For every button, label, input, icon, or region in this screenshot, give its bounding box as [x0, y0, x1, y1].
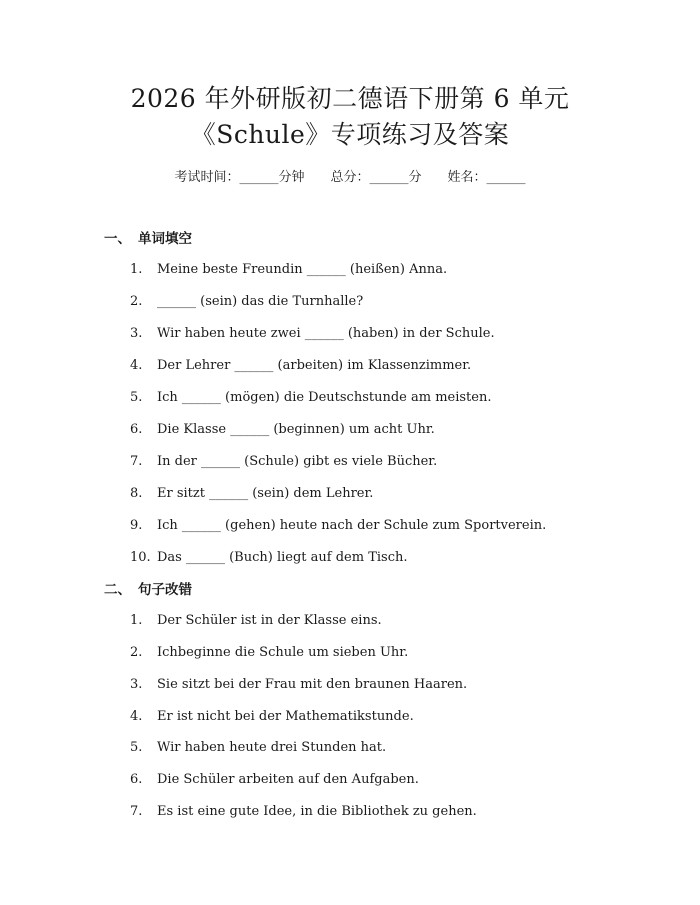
item-text: Ich ______ (mögen) die Deutschstunde am meisten. — [157, 390, 492, 405]
item-number: 7. — [130, 804, 143, 819]
item-number: 9. — [130, 518, 143, 533]
item-text: Der Schüler ist in der Klasse eins. — [157, 613, 382, 628]
item-number: 2. — [130, 294, 143, 309]
section-title: 句子改错 — [138, 582, 192, 598]
exercise-item — [130, 516, 546, 536]
item-number: 6. — [130, 772, 143, 787]
exercise-item — [130, 643, 408, 663]
exercise-item — [130, 770, 419, 790]
section-heading-error-correction — [104, 580, 192, 600]
total-score-field: 总分：______分 — [330, 170, 422, 185]
item-text: Der Lehrer ______ (arbeiten) im Klassenzimmer. — [157, 358, 472, 373]
item-number: 3. — [130, 677, 143, 692]
item-number: 4. — [130, 358, 143, 373]
exam-time-field: 考试时间：______分钟 — [174, 170, 305, 185]
item-number: 3. — [130, 326, 143, 341]
item-text: Wir haben heute drei Stunden hat. — [157, 740, 387, 755]
item-text: Wir haben heute zwei ______ (haben) in der Schule. — [157, 326, 495, 341]
item-number: 8. — [130, 486, 143, 501]
item-text: Er sitzt ______ (sein) dem Lehrer. — [157, 486, 374, 501]
student-name-field: 姓名：______ — [447, 170, 526, 185]
item-text: Ich ______ (gehen) heute nach der Schule zum Sportverein. — [157, 518, 547, 533]
section-number: 二、 — [104, 582, 131, 598]
item-number: 10. — [130, 550, 151, 565]
item-text: Sie sitzt bei der Frau mit den braunen Haaren. — [157, 677, 468, 692]
item-number: 6. — [130, 422, 143, 437]
exercise-item — [130, 707, 414, 727]
item-text: In der ______ (Schule) gibt es viele Bücher. — [157, 454, 438, 469]
item-number: 1. — [130, 262, 143, 277]
exercise-item — [130, 611, 382, 631]
document-title-line1: 2026 年外研版初二德语下册第 6 单元 — [130, 84, 570, 113]
exercise-item — [130, 324, 495, 344]
section-heading-fill-in — [104, 229, 192, 249]
item-text: Es ist eine gute Idee, in die Bibliothek zu gehen. — [157, 804, 477, 819]
exercise-item — [130, 292, 363, 312]
item-text: Die Schüler arbeiten auf den Aufgaben. — [157, 772, 419, 787]
exercise-item — [130, 802, 477, 822]
item-number: 5. — [130, 390, 143, 405]
item-number: 4. — [130, 709, 143, 724]
exercise-item — [130, 388, 491, 408]
item-text: Meine beste Freundin ______ (heißen) Anna. — [157, 262, 448, 277]
section-title: 单词填空 — [138, 231, 192, 247]
item-number: 5. — [130, 740, 143, 755]
document-title-line2: 《Schule》专项练习及答案 — [190, 120, 510, 149]
item-text: Das ______ (Buch) liegt auf dem Tisch. — [157, 550, 408, 565]
exercise-item — [130, 738, 386, 758]
item-number: 2. — [130, 645, 143, 660]
exercise-item — [130, 420, 435, 440]
exercise-item — [130, 675, 467, 695]
item-text: Ichbeginne die Schule um sieben Uhr. — [157, 645, 409, 660]
item-number: 1. — [130, 613, 143, 628]
exercise-item — [130, 356, 471, 376]
section-number: 一、 — [104, 231, 131, 247]
item-text: Die Klasse ______ (beginnen) um acht Uhr. — [157, 422, 435, 437]
exercise-item — [130, 548, 407, 568]
item-text: ______ (sein) das die Turnhalle? — [157, 294, 364, 309]
exercise-item — [130, 452, 437, 472]
exercise-item — [130, 260, 447, 280]
item-text: Er ist nicht bei der Mathematikstunde. — [157, 709, 414, 724]
exam-meta — [0, 168, 700, 188]
item-number: 7. — [130, 454, 143, 469]
exercise-item — [130, 484, 373, 504]
